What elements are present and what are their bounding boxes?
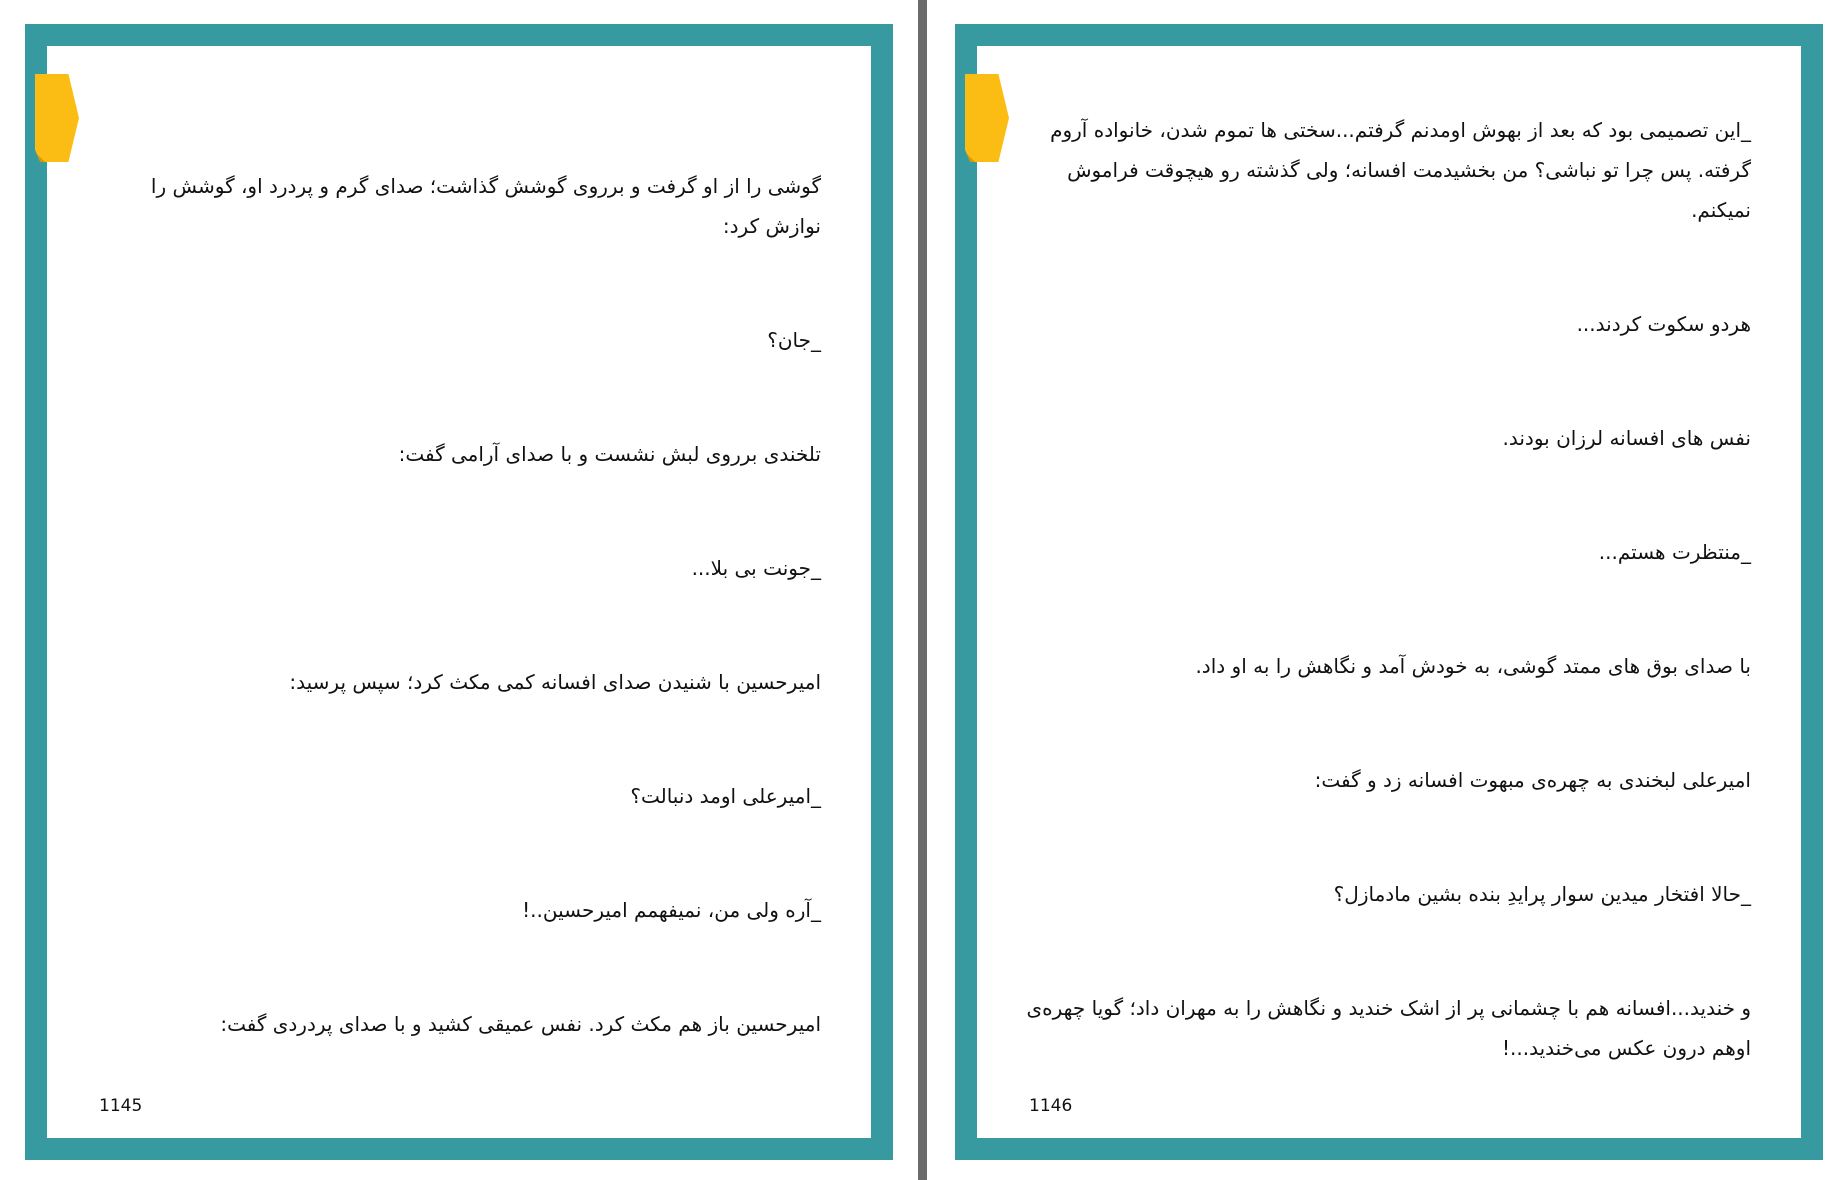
page-divider [918, 0, 927, 1180]
paragraph: نفس های افسانه لرزان بودند. [1502, 426, 1751, 450]
page-right [955, 24, 1823, 1160]
paragraph: امیرعلی لبخندی به چهره‌ی مبهوت افسانه زد و گفت: [1314, 768, 1751, 792]
page-number: 1145 [99, 1096, 143, 1116]
paragraph: امیرحسین با شنیدن صدای افسانه کمی مکث کرد؛ سپس پرسید: [289, 670, 821, 694]
page-number: 1146 [1029, 1096, 1073, 1116]
paragraph: تلخندی برروی لبش نشست و با صدای آرامی گفت: [398, 442, 821, 466]
bookmark-ribbon-icon [965, 74, 1009, 162]
paragraph: _جونت بی بلا... [691, 556, 821, 580]
paragraph: هردو سکوت کردند... [1576, 312, 1751, 336]
paragraph: گوشی را از او گرفت و برروی گوشش گذاشت؛ صدای گرم و پردرد او، گوشش را نوازش کرد: [150, 174, 821, 238]
paragraph: _حالا افتخار میدین سوار پرایدِ بنده بشین مادمازل؟ [1333, 882, 1751, 906]
paragraph: با صدای بوق های ممتد گوشی، به خودش آمد و نگاهش را به او داد. [1195, 654, 1751, 678]
paragraph: و خندید...افسانه هم با چشمانی پر از اشک خندید و نگاهش را به مهران داد؛ گویا چهره‌ی اوهم درون عکس می‌خندید...! [1026, 996, 1751, 1060]
paragraph: _امیرعلی اومد دنبالت؟ [630, 784, 821, 808]
paragraph: _جان؟ [767, 328, 821, 352]
paragraph: امیرحسین باز هم مکث کرد. نفس عمیقی کشید و با صدای پردردی گفت: [220, 1012, 821, 1036]
paragraph: _این تصمیمی بود که بعد از بهوش اومدنم گرفتم...سختی ها تموم شدن، خانواده آروم گرفته. پس چرا تو نباشی؟ من بخشیدمت افسانه؛ ولی گذشته رو هیچوقت فراموش نمیکنم. [1050, 118, 1751, 222]
paragraph: _آره ولی من، نمیفهمم امیرحسین..! [522, 898, 821, 922]
page-right-text [1021, 110, 1751, 1142]
bookmark-ribbon-icon [35, 74, 79, 162]
paragraph: _منتظرت هستم... [1598, 540, 1751, 564]
page-left-text [101, 166, 821, 1118]
page-left [25, 24, 893, 1160]
